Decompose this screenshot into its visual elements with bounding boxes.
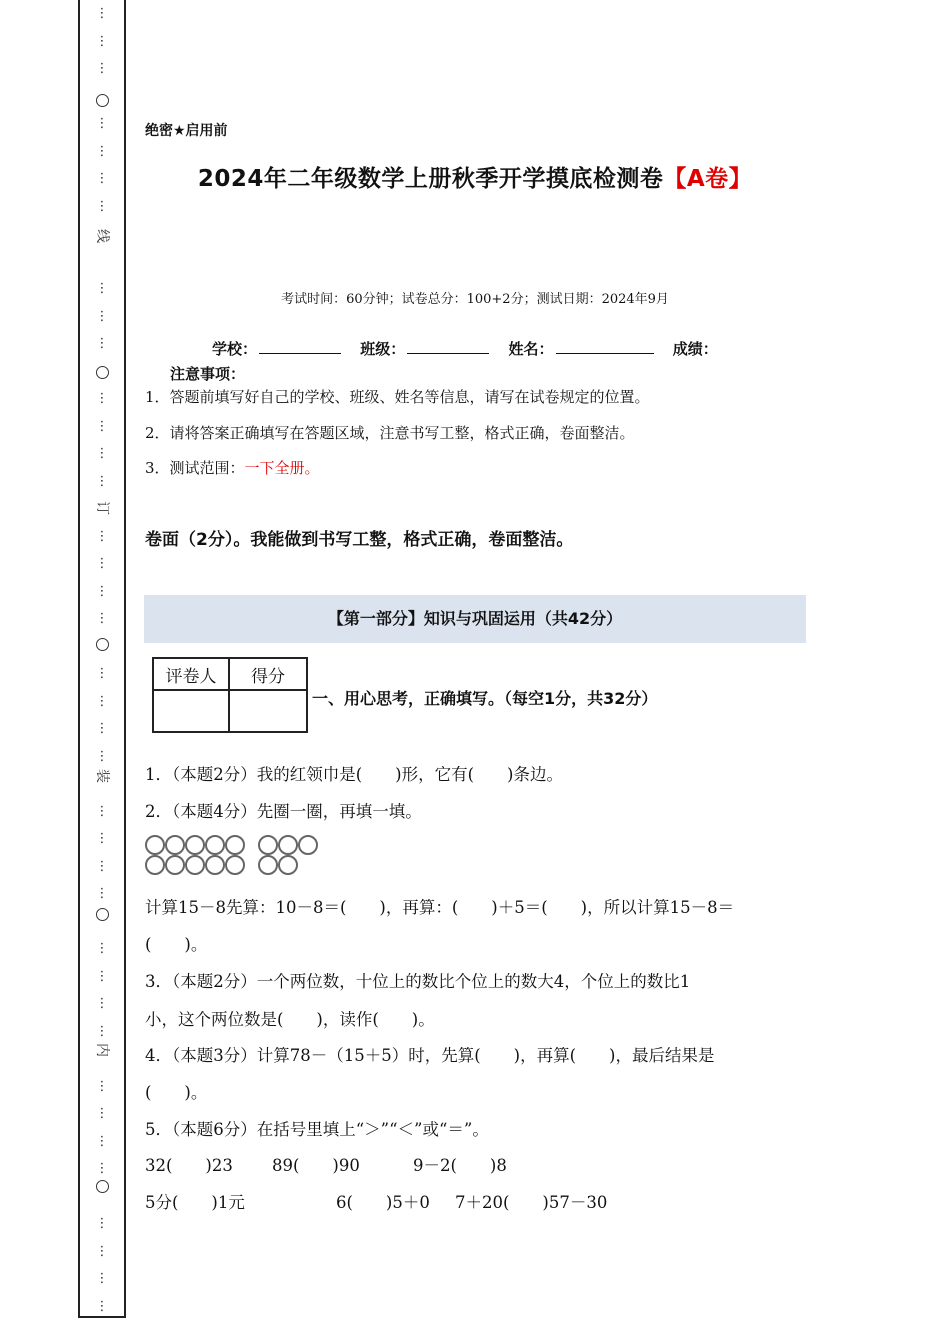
binding-dot: ⋮ xyxy=(95,1271,109,1286)
binding-dot: ⋮ xyxy=(95,1133,109,1149)
question-1: 1．（本题2分）我的红领巾是( )形，它有( )条边。 xyxy=(145,765,563,784)
binding-dot: ⋮ xyxy=(95,941,109,956)
counting-circle xyxy=(298,835,318,855)
grader-cell[interactable] xyxy=(153,690,229,732)
question-4-line-2: ( )。 xyxy=(145,1083,208,1102)
binding-dot: ⋮ xyxy=(95,803,109,819)
binding-dot: ⋮ xyxy=(95,748,109,764)
binding-circle xyxy=(96,1180,109,1193)
notice-item-1: 1．答题前填写好自己的学校、班级、姓名等信息，请写在试卷规定的位置。 xyxy=(145,388,650,406)
part1-title: 【第一部分】知识与巩固运用（共42分） xyxy=(327,609,623,628)
binding-dot: ⋮ xyxy=(95,116,109,131)
binding-dot: ⋮ xyxy=(95,418,109,434)
class-label: 班级： xyxy=(360,340,406,358)
binding-dot: ⋮ xyxy=(95,1106,109,1121)
binding-dot: ⋮ xyxy=(95,143,109,159)
question-4-line-1: 4．（本题3分）计算78－（15＋5）时，先算( )，再算( )，最后结果是 xyxy=(145,1046,715,1065)
counting-circle xyxy=(278,835,298,855)
binding-dot: ⋮ xyxy=(95,446,109,461)
score-label: 成绩： xyxy=(672,340,718,358)
binding-dot: ⋮ xyxy=(95,1023,109,1039)
binding-char: 线 xyxy=(94,229,110,243)
binding-dot: ⋮ xyxy=(95,886,109,901)
name-label: 姓名： xyxy=(508,340,554,358)
part1-header-bar xyxy=(144,595,806,643)
binding-dots xyxy=(80,0,124,1316)
binding-dot: ⋮ xyxy=(95,1078,109,1094)
q5-item-c: 9－2( )8 xyxy=(413,1156,507,1175)
binding-dot: ⋮ xyxy=(95,1216,109,1231)
score-header: 得分 xyxy=(229,658,307,690)
test-scope: 一下全册。 xyxy=(244,459,320,477)
binding-circle xyxy=(96,366,109,379)
title-tag: 【A卷】 xyxy=(663,166,753,192)
exam-info: 考试时间：60分钟；试卷总分：100+2分；测试日期：2024年9月 xyxy=(281,292,669,307)
question-5: 5．（本题6分）在括号里填上“＞”“＜”或“＝”。 xyxy=(145,1120,489,1139)
student-info-row xyxy=(212,338,718,359)
counting-circle xyxy=(225,855,245,875)
question-2-calc-line-1: 计算15－8先算：10－8＝( )，再算：( )＋5＝( )，所以计算15－8＝ xyxy=(145,898,735,917)
grader-score-table xyxy=(152,657,308,733)
question-2: 2．（本题4分）先圈一圈，再填一填。 xyxy=(145,802,422,821)
school-label: 学校： xyxy=(212,340,258,358)
notice-item-3-prefix: 3．测试范围： xyxy=(145,459,245,477)
binding-dot: ⋮ xyxy=(95,171,109,186)
binding-dot: ⋮ xyxy=(95,858,109,874)
binding-dot: ⋮ xyxy=(95,996,109,1011)
binding-char: 订 xyxy=(94,501,110,515)
binding-dot: ⋮ xyxy=(95,198,109,214)
school-field[interactable] xyxy=(259,339,341,354)
notice-title: 注意事项： xyxy=(170,365,246,383)
notice-item-3 xyxy=(145,457,320,478)
binding-dot: ⋮ xyxy=(95,556,109,571)
binding-dot: ⋮ xyxy=(95,6,109,21)
counting-circle xyxy=(185,835,205,855)
binding-dot: ⋮ xyxy=(95,336,109,351)
binding-dot: ⋮ xyxy=(95,831,109,846)
binding-dot: ⋮ xyxy=(95,1298,109,1314)
binding-dot: ⋮ xyxy=(95,666,109,681)
class-field[interactable] xyxy=(407,339,489,354)
q5-item-d: 5分( )1元 xyxy=(145,1193,245,1212)
grader-header: 评卷人 xyxy=(153,658,229,690)
q5-item-e: 6( )5＋0 xyxy=(336,1193,430,1212)
binding-dot: ⋮ xyxy=(95,281,109,296)
paper-neatness-note: 卷面（2分）。我能做到书写工整，格式正确，卷面整洁。 xyxy=(145,530,574,550)
binding-char: 内 xyxy=(94,1043,110,1057)
binding-dot: ⋮ xyxy=(95,1243,109,1259)
binding-strip xyxy=(78,0,126,1318)
counting-circle xyxy=(205,835,225,855)
counting-circle xyxy=(185,855,205,875)
binding-dot: ⋮ xyxy=(95,528,109,544)
binding-dot: ⋮ xyxy=(95,473,109,489)
binding-char: 装 xyxy=(94,769,110,783)
q5-item-f: 7＋20( )57－30 xyxy=(455,1193,608,1212)
binding-dot: ⋮ xyxy=(95,33,109,49)
counting-circle xyxy=(258,855,278,875)
title-main: 2024年二年级数学上册秋季开学摸底检测卷 xyxy=(197,166,664,192)
binding-dot: ⋮ xyxy=(95,583,109,599)
question-2-calc-line-2: ( )。 xyxy=(145,935,208,954)
binding-dot: ⋮ xyxy=(95,693,109,709)
counting-circle xyxy=(145,835,165,855)
confidential-label: 绝密★启用前 xyxy=(145,123,228,139)
binding-dot: ⋮ xyxy=(95,721,109,736)
binding-circle xyxy=(96,94,109,107)
question-3-line-1: 3．（本题2分）一个两位数，十位上的数比个位上的数大4，个位上的数比1 xyxy=(145,972,691,991)
counting-circle xyxy=(145,855,165,875)
page-title xyxy=(0,160,950,193)
binding-dot: ⋮ xyxy=(95,391,109,406)
question-3-line-2: 小，这个两位数是( )，读作( )。 xyxy=(145,1010,435,1029)
counting-circle xyxy=(205,855,225,875)
binding-dot: ⋮ xyxy=(95,1161,109,1176)
name-field[interactable] xyxy=(556,339,654,354)
q5-item-b: 89( )90 xyxy=(272,1156,360,1175)
counting-circle xyxy=(225,835,245,855)
binding-dot: ⋮ xyxy=(95,968,109,984)
binding-dot: ⋮ xyxy=(95,611,109,626)
binding-circle xyxy=(96,908,109,921)
notice-item-2: 2．请将答案正确填写在答题区域，注意书写工整，格式正确，卷面整洁。 xyxy=(145,424,635,442)
counting-circle xyxy=(165,855,185,875)
score-cell[interactable] xyxy=(229,690,307,732)
binding-dot: ⋮ xyxy=(95,308,109,324)
q5-item-a: 32( )23 xyxy=(145,1156,233,1175)
counting-circle xyxy=(165,835,185,855)
section-1-title: 一、用心思考，正确填写。（每空1分，共32分） xyxy=(312,689,658,708)
counting-circle xyxy=(278,855,298,875)
binding-dot: ⋮ xyxy=(95,61,109,76)
counting-circle xyxy=(258,835,278,855)
binding-circle xyxy=(96,638,109,651)
